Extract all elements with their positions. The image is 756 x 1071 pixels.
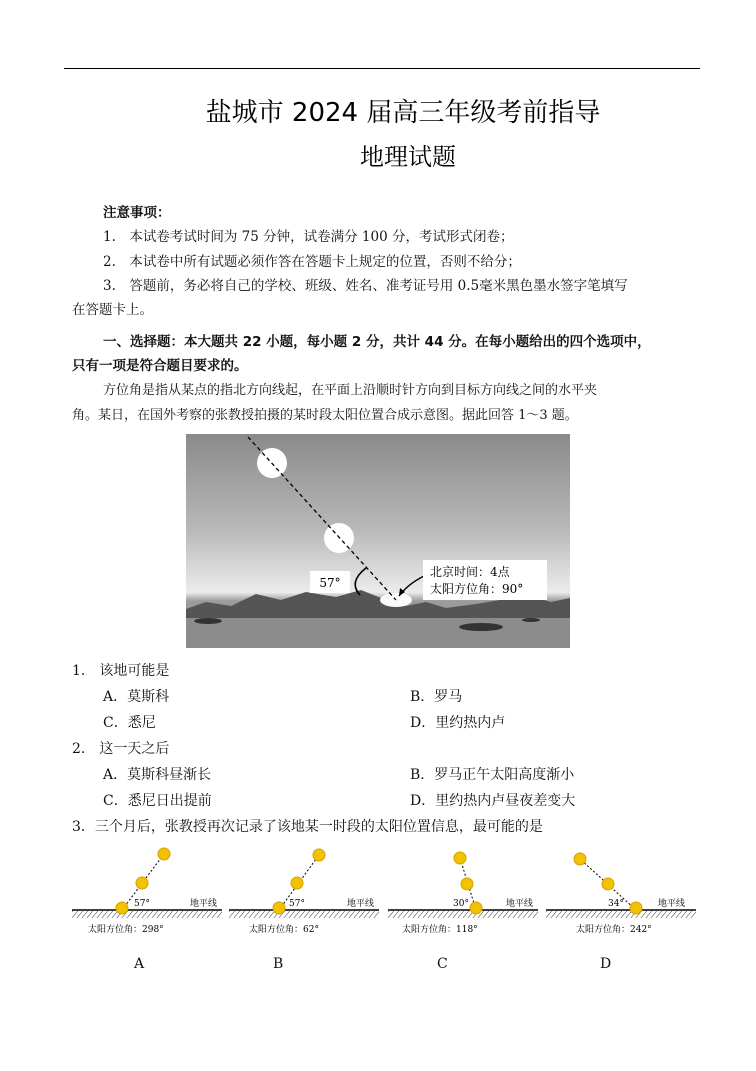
figure-b-azimuth: 太阳方位角：62° (249, 925, 319, 935)
figure-a-angle: 57° (134, 899, 150, 909)
ground-hatch (72, 911, 222, 918)
q1-option-c[interactable]: C．悉尼 (103, 715, 156, 731)
boat-3 (522, 618, 540, 622)
boat-2 (459, 623, 503, 631)
notice-item-3: 3. 答题前，务必将自己的学校、班级、姓名、准考证号用 0.5毫米黑色墨水签字笔填写 (103, 278, 628, 294)
figure-b-label[interactable]: B (273, 956, 284, 972)
figure-c[interactable] (388, 846, 538, 941)
angle-label: 57° (319, 576, 341, 590)
figure-c-angle: 30° (453, 899, 469, 909)
photo-scene (186, 434, 570, 648)
notice-item-1: 1. 本试卷考试时间为 75 分钟，试卷满分 100 分，考试形式闭卷； (103, 229, 514, 245)
figure-d-horizon: 地平线 (658, 899, 686, 909)
intro-line2: 角。某日，在国外考察的张教授拍摄的某时段太阳位置合成示意图。据此回答 1～3 题。 (72, 408, 578, 423)
exam-subtitle: 地理试题 (360, 143, 456, 171)
figure-a-horizon: 地平线 (190, 899, 218, 909)
q1-option-b[interactable]: B．罗马 (410, 689, 463, 705)
figure-d-azimuth: 太阳方位角：242° (576, 925, 652, 935)
q1-option-d[interactable]: D．里约热内卢 (410, 715, 506, 731)
info-time: 北京时间：4点 (430, 565, 510, 579)
figure-a-azimuth: 太阳方位角：298° (88, 925, 164, 935)
sun-position-photo (186, 434, 570, 648)
section-heading-line1: 一、选择题：本大题共 22 小题，每小题 2 分，共计 44 分。在每小题给出的四个选项中， (103, 334, 651, 350)
notice-item-2: 2. 本试卷中所有试题必须作答在答题卡上规定的位置，否则不给分； (103, 254, 521, 270)
intro-line1: 方位角是指从某点的指北方向线起，在平面上沿顺时针方向到目标方向线之间的水平夹 (103, 383, 598, 398)
figure-b-angle: 57° (289, 899, 305, 909)
figure-c-azimuth: 太阳方位角：118° (402, 925, 478, 935)
question-2-stem: 2. 这一天之后 (72, 741, 170, 757)
figure-a[interactable] (72, 846, 222, 941)
figure-b[interactable] (229, 846, 379, 941)
water (186, 618, 570, 648)
figure-d[interactable] (546, 846, 696, 941)
notice-item-3-cont: 在答题卡上。 (72, 302, 153, 318)
figure-a-label[interactable]: A (134, 956, 145, 972)
notice-heading: 注意事项： (103, 205, 171, 221)
info-azimuth: 太阳方位角：90° (430, 582, 524, 596)
figure-d-angle: 34° (608, 899, 624, 909)
exam-title: 盐城市 2024 届高三年级考前指导 (205, 98, 601, 128)
figure-c-horizon: 地平线 (506, 899, 534, 909)
figure-d-label[interactable]: D (600, 956, 612, 972)
header-rule (64, 68, 700, 69)
question-1-stem: 1. 该地可能是 (72, 663, 170, 679)
q2-option-b[interactable]: B．罗马正午太阳高度渐小 (410, 767, 575, 783)
q2-option-a[interactable]: A．莫斯科昼渐长 (103, 767, 212, 783)
section-heading-line2: 只有一项是符合题目要求的。 (72, 358, 248, 374)
ground-hatch (546, 911, 696, 918)
boat-1 (194, 618, 222, 624)
q1-option-a[interactable]: A．莫斯科 (103, 689, 170, 705)
question-3-stem: 3．三个月后，张教授再次记录了该地某一时段的太阳位置信息，最可能的是 (72, 819, 543, 835)
figure-b-horizon: 地平线 (347, 899, 375, 909)
figure-c-label[interactable]: C (437, 956, 448, 972)
ground-hatch (388, 911, 538, 918)
q2-option-c[interactable]: C．悉尼日出提前 (103, 793, 212, 809)
ground-hatch (229, 911, 379, 918)
q2-option-d[interactable]: D．里约热内卢昼夜差变大 (410, 793, 576, 809)
